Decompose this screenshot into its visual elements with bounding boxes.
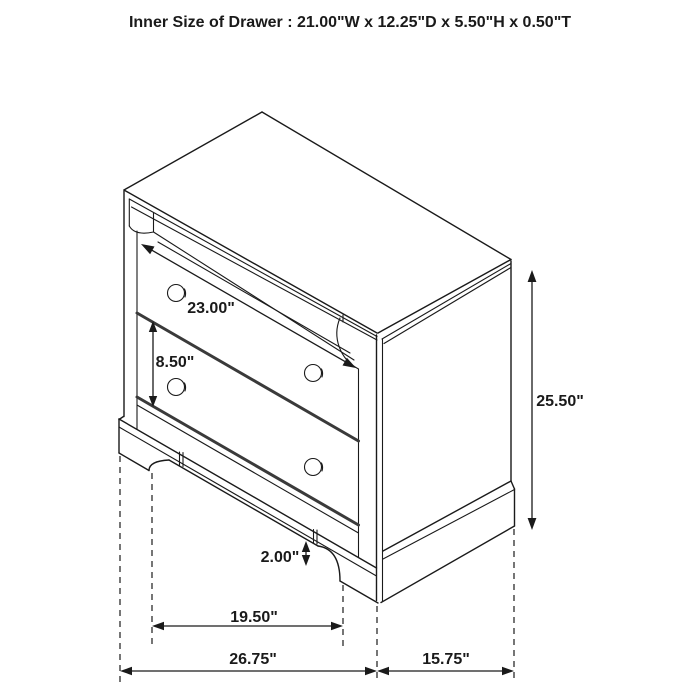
dimension-annotations xyxy=(120,244,584,682)
diagram-title: Inner Size of Drawer : 21.00"W x 12.25"D x 5.50"H x 0.50"T xyxy=(128,14,572,31)
dim-overall-depth xyxy=(377,529,514,682)
drawer1-left-knob xyxy=(168,285,186,302)
dim-label-overall-depth: 15.75" xyxy=(422,651,470,668)
right-face xyxy=(381,261,515,603)
dim-label-drawer-width: 23.00" xyxy=(187,300,235,317)
dim-label-foot-height: 2.00" xyxy=(260,549,300,566)
drawer2-right-knob xyxy=(305,459,323,476)
dim-drawer-width xyxy=(141,244,356,368)
drawer1-right-knob xyxy=(305,365,323,382)
dim-label-overall-width: 26.75" xyxy=(229,651,277,668)
front-face xyxy=(124,191,383,602)
base-front xyxy=(119,417,378,604)
dim-label-feet-span: 19.50" xyxy=(230,609,278,626)
dim-label-drawer-height: 8.50" xyxy=(155,354,195,371)
drawer2-left-knob xyxy=(168,379,186,396)
dim-label-overall-height: 25.50" xyxy=(536,393,584,410)
dim-foot-height xyxy=(261,541,311,566)
top-face xyxy=(124,112,511,344)
dim-overall-height xyxy=(528,270,584,530)
